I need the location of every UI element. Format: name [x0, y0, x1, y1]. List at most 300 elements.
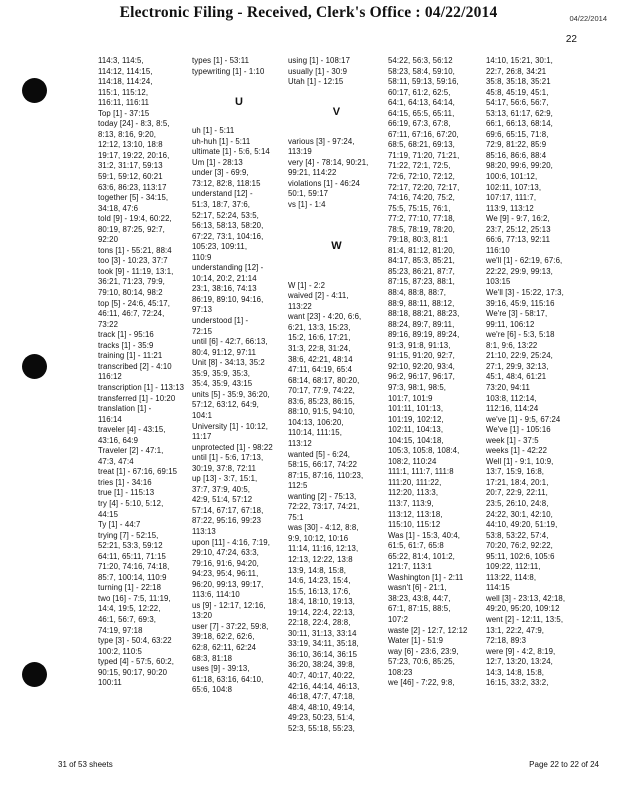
index-entry-line: 79:10, 80:14, 98:2 [98, 288, 163, 298]
index-entry-line: 61:18, 63:16, 64:10, [192, 674, 264, 684]
index-entry-line: 20:7, 22:9, 22:11, [486, 488, 548, 498]
index-entry-line: 66:19, 67:3, 67:8, [388, 119, 451, 129]
index-entry-line: 57:23, 70:6, 85:25, [388, 657, 455, 667]
index-column-5 [486, 56, 586, 689]
index-entry-line: 34:18, 47:6 [98, 203, 139, 213]
index-entry-line: 19:17, 19:22, 20:16, [98, 150, 170, 160]
index-entry-line: we [46] - 7:22, 9:8, [388, 678, 455, 688]
binder-hole-top [22, 78, 47, 103]
index-entry-line: Washington [1] - 2:11 [388, 572, 464, 582]
index-entry-line: 103:8, 112:14, [486, 393, 537, 403]
index-entry-line: 8:13, 8:16, 9:20, [98, 129, 157, 139]
index-entry-line: W [1] - 2:2 [288, 280, 326, 290]
index-entry-line: 13:20 [192, 611, 213, 621]
index-entry-line: 50:1, 59:17 [288, 189, 329, 199]
index-entry-line: 78:5, 78:19, 78:20, [388, 224, 455, 234]
index-entry-line: 71:19, 71:20, 71:21, [388, 150, 460, 160]
index-entry-line [288, 88, 385, 99]
index-entry-line: Unit [8] - 34:13, 35:2 [192, 358, 265, 368]
index-entry-line: 12:13, 12:22, 13:8 [288, 554, 353, 564]
index-entry-line: 77:2, 77:10, 77:18, [388, 214, 455, 224]
index-entry-line: 69:6, 65:15, 71:8, [486, 129, 549, 139]
index-entry-line: uh-huh [1] - 5:11 [192, 136, 251, 146]
index-entry-line: 54:17, 56:6, 56:7, [486, 98, 549, 108]
index-entry-line: 73:20, 94:11 [486, 382, 530, 392]
index-entry-line: 17:21, 18:4, 20:1, [486, 477, 549, 487]
index-entry-line: wasn't [6] - 21:1, [388, 583, 447, 593]
index-entry-line: Utah [1] - 12:15 [288, 77, 344, 87]
index-entry-line: together [5] - 34:15, [98, 193, 169, 203]
index-entry-line: 49:20, 95:20, 109:12 [486, 604, 560, 614]
index-entry-line: 46:18, 47:7, 47:18, [288, 692, 355, 702]
index-entry-line: 43:16, 64:9 [98, 435, 139, 445]
binder-hole-bottom [22, 662, 47, 687]
index-entry-line: 45:1, 48:4, 61:21 [486, 372, 547, 382]
index-entry-line [288, 126, 385, 137]
index-entry-line: 74:16, 74:20, 75:2, [388, 193, 455, 203]
index-entry-line: 42:9, 51:4, 57:12 [192, 495, 253, 505]
index-entry-line: 115:10, 115:12 [388, 520, 441, 530]
index-entry-line: 44:10, 49:20, 51:19, [486, 520, 558, 530]
index-entry-line: 87:15, 87:23, 88:1, [388, 277, 455, 287]
index-entry-line: University [1] - 10:12, [192, 421, 268, 431]
index-entry-line: 116:12 [98, 372, 122, 382]
index-entry-line: well [3] - 23:13, 42:18, [486, 593, 566, 603]
index-entry-line: 10:14, 20:2, 21:14 [192, 273, 257, 283]
index-entry-line: 44:15 [98, 509, 119, 519]
index-entry-line: 14:10, 15:21, 30:1, [486, 56, 553, 65]
index-entry-line: 116:11, 116:11 [98, 98, 150, 108]
index-entry-line: 45:8, 45:19, 45:1, [486, 87, 549, 97]
index-entry-line: 11:17 [192, 432, 212, 442]
index-entry-line: 72:9, 81:22, 85:9 [486, 140, 547, 150]
index-entry-line: 94:23, 95:4, 96:11, [192, 569, 259, 579]
index-entry-line: 54:22, 56:3, 56:12 [388, 56, 453, 65]
index-entry-line: Top [1] - 37:15 [98, 108, 150, 118]
index-entry-line: 38:23, 43:8, 44:7, [388, 593, 451, 603]
index-entry-line: Um [1] - 28:13 [192, 157, 243, 167]
index-entry-line: Traveler [2] - 47:1, [98, 446, 164, 456]
index-entry-line: 65:6, 104:8 [192, 685, 233, 695]
index-entry-line: 42:16, 44:14, 46:13, [288, 681, 360, 691]
index-entry-line: typed [4] - 57:5, 60:2, [98, 657, 174, 667]
index-entry-line: 59:1, 59:12, 60:21 [98, 172, 163, 182]
index-entry-line: 72:22, 73:17, 74:21, [288, 502, 360, 512]
index-entry-line: 114:18, 114:24, [98, 77, 153, 87]
index-entry-line [288, 260, 385, 271]
index-entry-line: turning [1] - 22:18 [98, 583, 162, 593]
index-entry-line: 89:16, 89:19, 89:24, [388, 330, 460, 340]
index-entry-line: under [3] - 69:9, [192, 168, 249, 178]
index-entry-line: 107:17, 111:7, [486, 193, 537, 203]
index-entry-line: typewriting [1] - 1:10 [192, 66, 265, 76]
index-entry-line: 75:1 [288, 512, 304, 522]
index-entry-line: 91:15, 91:20, 92:7, [388, 351, 455, 361]
index-entry-line: wanting [2] - 75:13, [288, 491, 357, 501]
index-entry-line: waived [2] - 4:11, [288, 291, 349, 301]
index-entry-line: 36:21, 71:23, 79:9, [98, 277, 165, 287]
index-entry-line: 58:11, 59:13, 59:16, [388, 77, 459, 87]
index-entry-line: ultimate [1] - 5:6, 5:14 [192, 147, 270, 157]
index-entry-line: way [6] - 23:6, 23:9, [388, 646, 459, 656]
index-entry-line: 71:20, 74:16, 74:18, [98, 562, 170, 572]
index-entry-line: 63:6, 86:23, 113:17 [98, 182, 167, 192]
index-entry-line: 64:1, 64:13, 64:14, [388, 98, 455, 108]
index-entry-line: 58:15, 66:17, 74:22 [288, 460, 358, 470]
index-entry-line: 72:18, 89:3 [486, 636, 527, 646]
index-entry-line: 113:7, 113:9, [388, 498, 434, 508]
index-entry-line: 68:5, 68:21, 69:13, [388, 140, 455, 150]
index-entry-line: 87:15, 87:16, 110:23, [288, 470, 364, 480]
index-entry-line: trying [7] - 52:15, [98, 530, 159, 540]
index-entry-line: 114:3, 114:5, [98, 56, 144, 65]
index-entry-line: 12:7, 13:20, 13:24, [486, 657, 553, 667]
index-entry-line: 11:14, 11:16, 12:13, [288, 544, 359, 554]
index-entry-line: 113:9, 113:12 [486, 203, 534, 213]
index-entry-line: track [1] - 95:16 [98, 330, 154, 340]
index-entry-line: 71:22, 72:1, 72:5, [388, 161, 451, 171]
index-entry-line: 111:1, 111:7, 111:8 [388, 467, 454, 477]
index-entry-line: 88:24, 89:7, 89:11, [388, 319, 455, 329]
index-entry-line: 79:18, 80:3, 81:1 [388, 235, 449, 245]
index-entry-line: 56:13, 58:13, 58:20, [192, 221, 264, 231]
index-entry-line: waste [2] - 12:7, 12:12 [388, 625, 468, 635]
index-entry-line: 98:20, 99:6, 99:20, [486, 161, 553, 171]
index-entry-line: 14:4, 19:5, 12:22, [98, 604, 161, 614]
index-entry-line: 62:8, 62:11, 62:24 [192, 642, 257, 652]
index-entry-line: 19:14, 22:4, 22:13, [288, 607, 355, 617]
index-entry-line: 6:21, 13:3, 15:23, [288, 322, 351, 332]
binder-hole-middle [22, 354, 47, 379]
index-entry-line: 88:4, 88:8, 88:7, [388, 288, 447, 298]
index-entry-line: 88:9, 88:11, 88:12, [388, 298, 455, 308]
index-entry-line: 15:2, 16:6, 17:21, [288, 333, 351, 343]
index-entry-line: tons [1] - 55:21, 88:4 [98, 245, 172, 255]
index-entry-line: wanted [5] - 6:24, [288, 449, 351, 459]
index-entry-line: 85:7, 100:14, 110:9 [98, 572, 167, 582]
index-entry-line: units [5] - 35:9, 36:20, [192, 389, 270, 399]
index-entry-line: 104:13, 106:20, [288, 417, 344, 427]
index-entry-line: traveler [4] - 43:15, [98, 425, 166, 435]
index-entry-line: 66:1, 66:13, 68:14, [486, 119, 553, 129]
index-entry-line: 113:12, 113:18, [388, 509, 443, 519]
index-entry-line [192, 77, 286, 88]
index-entry-line: We'll [3] - 15:22, 17:3, [486, 288, 564, 298]
index-entry-line: 40:7, 40:17, 40:22, [288, 670, 355, 680]
index-column-1 [98, 56, 190, 689]
index-entry-line: 27:1, 29:9, 32:13, [486, 361, 549, 371]
index-entry-line: try [4] - 5:10, 5:12, [98, 498, 164, 508]
index-entry-line: 22:22, 29:9, 99:13, [486, 266, 553, 276]
index-entry-line: 39:16, 45:9, 115:16 [486, 298, 555, 308]
index-entry-line: 70:17, 77:9, 74:22, [288, 386, 355, 396]
index-entry-line: Was [1] - 15:3, 40:4, [388, 530, 461, 540]
index-entry-line: 35:9, 35:9, 35:3, [192, 368, 251, 378]
index-entry-line: transferred [1] - 10:20 [98, 393, 176, 403]
index-entry-line: 81:4, 81:12, 81:20, [388, 245, 455, 255]
index-entry-line: us [9] - 12:17, 12:16, [192, 600, 266, 610]
index-entry-line: 101:7, 101:9 [388, 393, 433, 403]
index-entry-line: 16:15, 33:2, 33:2, [486, 678, 549, 688]
index-entry-line: 35:8, 35:18, 35:21 [486, 77, 551, 87]
index-entry-line: 105:3, 105:8, 108:4, [388, 446, 460, 456]
index-entry-line: 48:4, 48:10, 49:14, [288, 702, 355, 712]
index-entry-line: violations [1] - 46:24 [288, 178, 360, 188]
index-entry-line: uh [1] - 5:11 [192, 126, 235, 136]
index-entry-line: told [9] - 19:4, 60:22, [98, 214, 172, 224]
index-entry-line: 83:6, 85:23, 86:15, [288, 396, 355, 406]
index-entry-line: 36:10, 36:14, 36:15 [288, 649, 358, 659]
index-entry-line: translation [1] - [98, 404, 152, 414]
index-entry-line: 80:19, 87:25, 92:7, [98, 224, 165, 234]
index-entry-line: 85:23, 86:21, 87:7, [388, 266, 455, 276]
index-entry-line: Water [1] - 51:9 [388, 636, 444, 646]
index-entry-line: usually [1] - 30:9 [288, 66, 348, 76]
index-entry-line: 101:11, 101:13, [388, 404, 444, 414]
index-entry-line: went [2] - 12:11, 13:5, [486, 614, 564, 624]
index-entry-line: 73:22 [98, 319, 119, 329]
index-entry-line: 88:10, 91:5, 94:10, [288, 407, 355, 417]
index-entry-line: true [1] - 115:13 [98, 488, 155, 498]
page-number: 22 [565, 34, 577, 45]
index-entry-line: upon [11] - 4:16, 7:19, [192, 537, 271, 547]
index-entry-line: 86:19, 89:10, 94:16, [192, 294, 264, 304]
index-entry-line: 12:12, 13:10, 18:8 [98, 140, 163, 150]
index-entry-line: 113:13 [192, 526, 216, 536]
index-entry-line: 38:6, 42:21, 48:14 [288, 354, 353, 364]
index-entry-line: 31:2, 31:17, 59:13 [98, 161, 163, 171]
index-entry-line: 112:5 [288, 481, 308, 491]
index-entry-line: 67:22, 73:1, 104:16, [192, 231, 264, 241]
index-entry-line: 110:14, 111:15, [288, 428, 342, 438]
index-entry-line: transcription [1] - 113:13 [98, 382, 185, 392]
index-entry-line: 64:15, 65:5, 65:11, [388, 108, 455, 118]
index-entry-line: until [1] - 5:6, 17:13, [192, 453, 264, 463]
index-entry-line: were [9] - 4:2, 8:19, [486, 646, 556, 656]
index-entry-line: 110:9 [192, 252, 212, 262]
index-entry-line: 113:22, 114:8, [486, 572, 537, 582]
index-entry-line: two [16] - 7:5, 11:19, [98, 593, 171, 603]
index-entry-line: 35:4, 35:9, 43:15 [192, 379, 253, 389]
index-entry-line: weeks [1] - 42:22 [486, 446, 548, 456]
index-entry-line: 70:20, 76:2, 92:22, [486, 541, 553, 551]
filing-stamp: 04/22/2014 [569, 14, 607, 23]
index-entry-line: 22:7, 26:8, 34:21 [486, 66, 547, 76]
footer-sheets: 31 of 53 sheets [58, 760, 113, 769]
index-entry-line: tracks [1] - 35:9 [98, 340, 154, 350]
index-entry-line: 36:20, 38:24, 39:8, [288, 660, 355, 670]
index-entry-line: 99:11, 106:12 [486, 319, 535, 329]
index-entry-line: 108:23 [388, 667, 413, 677]
index-entry-line: 14:6, 14:23, 15:4, [288, 576, 351, 586]
index-entry-line: 112:16, 114:24 [486, 404, 539, 414]
index-entry-line: 102:11, 107:13, [486, 182, 542, 192]
index-entry-line: we're [6] - 5:3, 5:18 [486, 330, 555, 340]
footer-page-range: Page 22 to 22 of 24 [529, 760, 599, 769]
index-entry-line: 96:2, 96:17, 96:17, [388, 372, 455, 382]
index-entry-line: 67:11, 67:16, 67:20, [388, 129, 459, 139]
index-entry-line: We're [3] - 58:17, [486, 309, 548, 319]
index-entry-line: 100:6, 101:12, [486, 172, 538, 182]
index-entry-line: 67:1, 87:15, 88:5, [388, 604, 451, 614]
index-entry-line: want [23] - 4:20, 6:6, [288, 312, 362, 322]
index-entry-line: 100:11 [98, 678, 122, 688]
index-entry-line: understood [1] - [192, 316, 249, 326]
index-entry-line: 52:17, 52:24, 53:5, [192, 210, 259, 220]
index-entry-line: Well [1] - 9:1, 10:9, [486, 456, 554, 466]
index-entry-line: 51:3, 18:7, 37:6, [192, 200, 251, 210]
index-entry-line: 8:1, 9:6, 13:22 [486, 340, 538, 350]
index-entry-line: 37:7, 37:9, 40:5, [192, 484, 251, 494]
index-entry-line: 109:22, 112:11, [486, 562, 541, 572]
index-entry-line: 113:22 [288, 301, 312, 311]
index-entry-line: top [5] - 24:6, 45:17, [98, 298, 170, 308]
index-entry-line: 13:9, 14:8, 15:8, [288, 565, 347, 575]
index-entry-line: took [9] - 11:19, 13:1, [98, 266, 174, 276]
index-entry-line: too [3] - 10:23, 37:7 [98, 256, 168, 266]
index-entry-line: 85:16, 86:6, 88:4 [486, 150, 547, 160]
index-entry-line: 121:7, 113:1 [388, 562, 432, 572]
index-entry-line: 22:18, 22:4, 28:8, [288, 618, 351, 628]
index-entry-line: 107:2 [388, 614, 409, 624]
index-entry-line: 23:7, 25:12, 25:13 [486, 224, 551, 234]
index-letter-heading: U [234, 95, 244, 108]
index-entry-line: 102:11, 104:13, [388, 425, 444, 435]
index-entry-line: 100:2, 110:5 [98, 646, 142, 656]
index-entry-line: 33:19, 34:11, 35:18, [288, 639, 359, 649]
index-entry-line: 115:1, 115:12, [98, 87, 149, 97]
index-entry-line: 24:22, 30:1, 42:10, [486, 509, 553, 519]
index-entry-line: 112:20, 113:3, [388, 488, 439, 498]
index-entry-line: 72:17, 72:20, 72:17, [388, 182, 460, 192]
index-entry-line: various [3] - 97:24, [288, 136, 355, 146]
index-entry-line: 13:7, 15:9, 16:8, [486, 467, 545, 477]
index-entry-line: 68:3, 81:18 [192, 653, 233, 663]
index-entry-line: 68:14, 68:17, 80:20, [288, 375, 360, 385]
index-entry-line: was [30] - 4:12, 8:8, [288, 523, 359, 533]
index-entry-line: 92:10, 92:20, 93:4, [388, 361, 455, 371]
index-entry-line: 39:18, 62:2, 62:6, [192, 632, 255, 642]
index-entry-line: tries [1] - 34:16 [98, 477, 152, 487]
index-entry-line: 96:20, 99:13, 99:17, [192, 579, 264, 589]
index-entry-line: 53:8, 53:22, 57:4, [486, 530, 549, 540]
index-entry-line: 116:10 [486, 245, 510, 255]
index-entry-line: using [1] - 108:17 [288, 56, 351, 65]
index-entry-line: 74:19, 97:18 [98, 625, 143, 635]
index-entry-line: 92:20 [98, 235, 119, 245]
index-entry-line: 58:23, 58:4, 59:10, [388, 66, 455, 76]
index-entry-line: user [7] - 37:22, 59:8, [192, 621, 269, 631]
index-column-4 [388, 56, 484, 689]
index-entry-line: 13:1, 22:2, 47:9, [486, 625, 545, 635]
index-entry-line: 101:19, 102:12, [388, 414, 444, 424]
index-entry-line: 18:4, 18:10, 19:13, [288, 597, 355, 607]
index-entry-line: 97:13 [192, 305, 213, 315]
index-entry-line: 79:16, 91:6, 94:20, [192, 558, 259, 568]
index-entry-line: training [1] - 11:21 [98, 351, 163, 361]
index-entry-line: today [24] - 8:3, 8:5, [98, 119, 170, 129]
index-entry-line [288, 270, 385, 281]
index-entry-line: 9:9, 10:12, 10:16 [288, 533, 349, 543]
index-entry-line: 60:17, 61:2, 62:5, [388, 87, 451, 97]
index-entry-line: 31:3, 22:8, 31:24, [288, 344, 351, 354]
index-entry-line: 23:1, 38:16, 74:13 [192, 284, 257, 294]
index-entry-line: We [9] - 9:7, 16:2, [486, 214, 550, 224]
index-entry-line: 66:6, 77:13, 92:11 [486, 235, 551, 245]
index-entry-line [288, 211, 385, 222]
index-entry-line: 14:3, 14:8, 15:8, [486, 667, 545, 677]
index-entry-line: we'll [1] - 62:19, 67:6, [486, 256, 563, 266]
index-entry-line: uses [9] - 39:13, [192, 664, 250, 674]
index-entry-line: 23:5, 26:10, 24:8, [486, 498, 549, 508]
index-entry-line: 99:21, 114:22 [288, 168, 337, 178]
index-entry-line: 53:13, 61:17, 62:9, [486, 108, 553, 118]
index-entry-line: 113:6, 114:10 [192, 590, 240, 600]
index-entry-line: week [1] - 37:5 [486, 435, 539, 445]
index-entry-line: 21:10, 22:9, 25:24, [486, 351, 553, 361]
index-entry-line: 91:3, 91:8, 91:13, [388, 340, 451, 350]
index-entry-line: 57:12, 63:12, 64:9, [192, 400, 259, 410]
index-entry-line: 46:11, 46:7, 72:24, [98, 309, 165, 319]
index-entry-line: 65:22, 81:4, 101:2, [388, 551, 455, 561]
index-entry-line: 52:3, 55:18, 55:23, [288, 723, 355, 733]
index-entry-line: 88:18, 88:21, 88:23, [388, 309, 460, 319]
index-entry-line: 49:23, 50:23, 51:4, [288, 713, 355, 723]
index-entry-line: 105:23, 109:11, [192, 242, 248, 252]
index-entry-line: 113:12 [288, 438, 312, 448]
index-entry-line: 47:3, 47:4 [98, 456, 134, 466]
index-entry-line: transcribed [2] - 4:10 [98, 361, 172, 371]
index-entry-line: Ty [1] - 44:7 [98, 520, 141, 530]
index-entry-line: 61:5, 61:7, 65:8 [388, 541, 444, 551]
index-entry-line: 52:21, 53:3, 59:12 [98, 541, 163, 551]
index-column-2 [192, 56, 286, 696]
index-entry-line: 97:3, 98:1, 98:5, [388, 382, 447, 392]
index-entry-line: 84:17, 85:3, 85:21, [388, 256, 455, 266]
index-entry-line: 30:19, 37:8, 72:11 [192, 463, 257, 473]
index-entry-line: unprotected [1] - 98:22 [192, 442, 273, 452]
index-entry-line: understanding [12] - [192, 263, 264, 273]
index-entry-line: 15:5, 16:13, 17:6, [288, 586, 351, 596]
index-entry-line: 90:15, 90:17, 90:20 [98, 667, 168, 677]
index-entry-line: 75:5, 75:15, 76:1, [388, 203, 451, 213]
index-entry-line: 72:15 [192, 326, 213, 336]
index-entry-line: type [3] - 50:4, 63:22 [98, 636, 172, 646]
index-entry-line: 95:11, 102:6, 105:6 [486, 551, 555, 561]
index-entry-line: 73:12, 82:8, 118:15 [192, 178, 261, 188]
index-entry-line: types [1] - 53:11 [192, 56, 250, 65]
index-entry-line: up [13] - 3:7, 15:1, [192, 474, 258, 484]
index-entry-line [288, 221, 385, 232]
index-entry-line: vs [1] - 1:4 [288, 200, 326, 210]
index-letter-heading: V [332, 106, 341, 119]
index-letter-heading: W [331, 239, 342, 252]
index-entry-line: 87:22, 95:16, 99:23 [192, 516, 262, 526]
index-entry-line: 104:15, 104:18, [388, 435, 444, 445]
index-entry-line: 57:14, 67:17, 67:18, [192, 505, 264, 515]
index-entry-line: 103:15 [486, 277, 511, 287]
index-entry-line: 29:10, 47:24, 63:3, [192, 548, 259, 558]
index-entry-line: 64:11, 65:11, 71:15 [98, 551, 166, 561]
index-entry-line: We've [1] - 105:16 [486, 425, 551, 435]
index-entry-line: 30:11, 31:13, 33:14 [288, 628, 357, 638]
index-entry-line: 114:12, 114:15, [98, 66, 153, 76]
index-entry-line: 111:20, 111:22, [388, 477, 442, 487]
index-entry-line: 80:4, 91:12, 97:11 [192, 347, 257, 357]
index-entry-line: 113:19 [288, 147, 312, 157]
index-column-3 [288, 56, 385, 734]
index-entry-line: 114:15 [486, 583, 510, 593]
